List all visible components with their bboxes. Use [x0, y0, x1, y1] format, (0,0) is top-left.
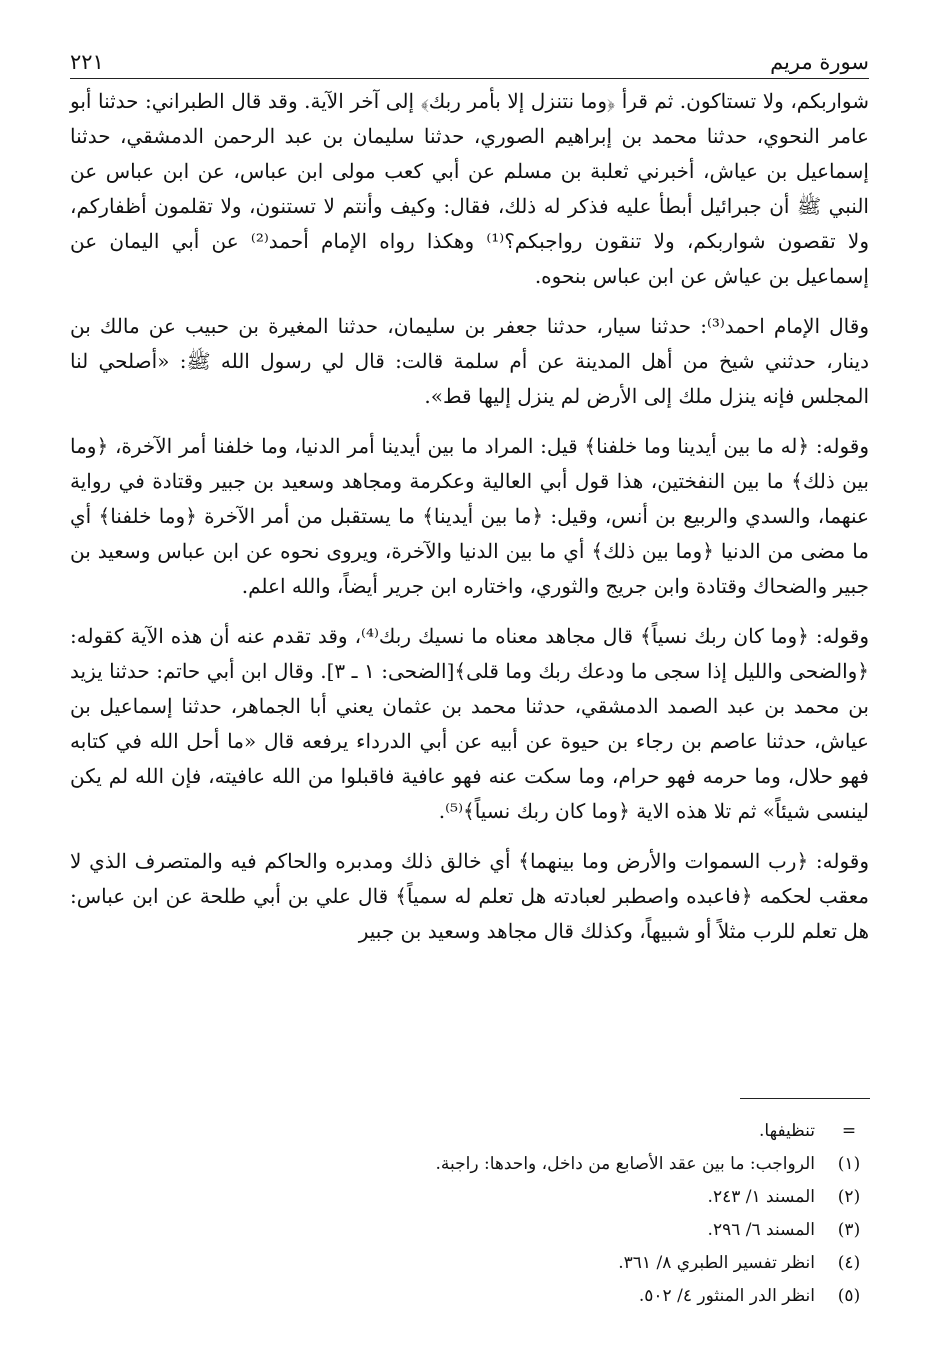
paragraph: وقوله: ﴿وما كان ربك نسياً﴾ قال مجاهد معناه ما نسيك ربك⁽⁴⁾، وقد تقدم عنه أن هذه الآية كقوله: ﴿والضحى والليل إذا سجى ما ودعك ربك وما قلى﴾[الضحى: ١ ـ ٣]. وقال ابن أبي حاتم: حدثنا يزيد بن محمد بن عبد الصمد الدمشقي، حدثنا محمد بن عثمان يعني أبا الجماهر، حدثنا إسماعيل بن عياش، حدثنا عاصم بن رجاء بن حيوة عن أبيه عن أبي الدرداء يرفعه قال «ما أحل الله في كتابه فهو حلال، وما حرمه فهو حرام، وما سكت عنه فهو عافية فاقبلوا من الله عافيته، فإن الله لم يكن لينسى شيئاً» ثم تلا هذه الاية ﴿وما كان ربك نسياً﴾⁽⁵⁾. [70, 624, 870, 823]
footnote-mark: (١) [837, 1154, 861, 1174]
footnote-text: تنظيفها. [759, 1121, 815, 1141]
main-text [70, 84, 869, 964]
footnote [70, 1148, 869, 1181]
footnote-mark: (٥) [837, 1286, 861, 1306]
paragraph: وقوله: ﴿له ما بين أيدينا وما خلفنا﴾ قيل: المراد ما بين أيدينا أمر الدنيا، وما خلفنا أمر الآخرة، ﴿وما بين ذلك﴾ ما بين النفختين، هذا قول أبي العالية وعكرمة ومجاهد وسعيد بن جبير وقتادة في رواية عنهما، والسدي والربيع بن أنس، وقيل: ﴿ما بين أيدينا﴾ ما يستقبل من أمر الآخرة ﴿وما خلفنا﴾ أي ما مضى من الدنيا ﴿وما بين ذلك﴾ أي ما بين الدنيا والآخرة، ويروى نحوه عن ابن عباس وسعيد بن جبير والضحاك وقتادة وابن جريج والثوري، واختاره ابن جرير أيضاً، والله اعلم. [70, 434, 870, 598]
page-number: ٢٢١ [70, 50, 104, 74]
footnote-text: المسند ١/ ٢٤٣. [707, 1187, 815, 1207]
footnote [70, 1214, 869, 1247]
footnote [70, 1115, 869, 1148]
footnote-separator [740, 1098, 870, 1099]
surah-title: سورة مريم [770, 50, 869, 74]
footnote-text: انظر الدر المنثور ٤/ ٥٠٢. [638, 1286, 815, 1306]
page-header [70, 40, 869, 79]
paragraph: وقوله: ﴿رب السموات والأرض وما بينهما﴾ أي خالق ذلك ومدبره والحاكم فيه والمتصرف الذي لا معقب لحكمه ﴿فاعبده واصطبر لعبادته هل تعلم له سمياً﴾ قال علي بن أبي طلحة عن ابن عباس: هل تعلم للرب مثلاً أو شبيهاً، وكذلك قال مجاهد وسعيد بن جبير [70, 849, 869, 943]
footnote [70, 1181, 869, 1214]
footnote-mark: = [841, 1121, 857, 1141]
footnote-mark: (٣) [837, 1220, 861, 1240]
paragraph: شواربكم، ولا تستاكون. ثم قرأ ﴿وما نتنزل إلا بأمر ربك﴾ إلى آخر الآية. وقد قال الطبراني: حدثنا أبو عامر النحوي، حدثنا محمد بن إبراهيم الصوري، حدثنا سليمان بن عبد الرحمن الدمشقي، حدثنا إسماعيل بن عياش، أخبرني ثعلبة بن مسلم عن أبي كعب مولى ابن عباس، عن ابن عباس عن النبي ﷺ أن جبرائيل أبطأ عليه فذكر له ذلك، فقال: وكيف وأنتم لا تستنون، ولا تقلمون أظفاركم، ولا تقصون شواربكم، ولا تنقون رواجبكم؟⁽¹⁾ وهكذا رواه الإمام أحمد⁽²⁾ عن أبي اليمان عن إسماعيل بن عياش عن ابن عباس بنحوه. [70, 89, 869, 288]
footnote [70, 1280, 869, 1313]
footnote-text: انظر تفسير الطبري ٨/ ٣٦١. [618, 1253, 815, 1273]
footnote-text: الرواجب: ما بين عقد الأصابع من داخل، واحدها: راجبة. [435, 1154, 815, 1174]
footnote-text: المسند ٦/ ٢٩٦. [707, 1220, 815, 1240]
paragraph: وقال الإمام احمد⁽³⁾: حدثنا سيار، حدثنا جعفر بن سليمان، حدثنا المغيرة بن حبيب عن مالك بن دينار، حدثني شيخ من أهل المدينة عن أم سلمة قالت: قال لي رسول الله ﷺ: «أصلحي لنا المجلس فإنه ينزل ملك إلى الأرض لم ينزل إليها قط». [70, 314, 869, 408]
footnote [70, 1247, 869, 1280]
footnotes [70, 1115, 869, 1313]
footnote-mark: (٢) [837, 1187, 861, 1207]
footnote-mark: (٤) [837, 1253, 861, 1273]
